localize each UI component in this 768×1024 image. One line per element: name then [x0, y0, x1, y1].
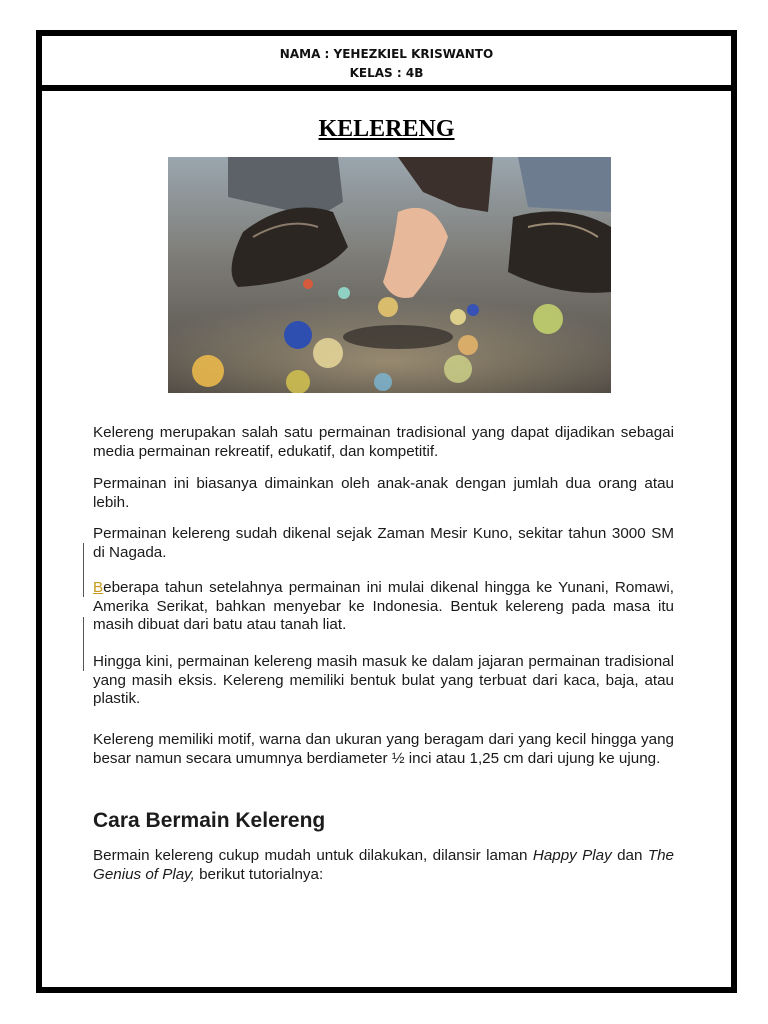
- document-title: KELERENG: [318, 116, 455, 142]
- intro-text-2: dan: [611, 847, 648, 864]
- intro-text-3: berikut tutorialnya:: [194, 865, 324, 883]
- accent-letter: B: [93, 579, 104, 596]
- paragraph-5: Hingga kini, permainan kelereng masih masuk ke dalam jajaran permainan tradisional yang masih eksis. Kelereng memiliki bentuk bulat yang terbuat dari kaca, baja, atau plastik.: [93, 653, 674, 708]
- paragraph-4: [93, 579, 674, 635]
- student-class: KELAS : 4B: [349, 66, 424, 80]
- paragraph-1: Kelereng merupakan salah satu permainan tradisional yang dapat dijadikan sebagai media permainan rekreatif, edukatif, dan kompetitif.: [93, 424, 674, 460]
- intro-text-1: Bermain kelereng cukup mudah untuk dilakukan, dilansir laman: [93, 847, 533, 864]
- intro-italic-1: Happy Play: [532, 847, 612, 864]
- student-name: NAMA : YEHEZKIEL KRISWANTO: [279, 47, 494, 61]
- paragraph-2: Permainan ini biasanya dimainkan oleh anak-anak dengan jumlah dua orang atau lebih.: [93, 475, 674, 511]
- section-heading: Cara Bermain Kelereng: [93, 809, 326, 832]
- change-bar-2: [83, 617, 84, 671]
- student-header: [42, 36, 731, 91]
- marbles-photo: [168, 157, 611, 393]
- paragraph-4-text: eberapa tahun setelahnya permainan ini mulai dikenal hingga ke Yunani, Romawi, Amerika Serikat, bahkan menyebar ke Indonesia. Bentuk kelereng pada masa itu masih dibuat dari batu atau tanah liat.: [93, 579, 674, 634]
- paragraph-6: Kelereng memiliki motif, warna dan ukuran yang beragam dari yang kecil hingga yang besar namun secara umumnya berdiameter ½ inci atau 1,25 cm dari ujung ke ujung.: [93, 731, 674, 767]
- section-intro: [93, 847, 674, 884]
- change-bar-1: [83, 543, 84, 597]
- intro-italic-2: The Genius of Play,: [93, 847, 674, 883]
- paragraph-3: Permainan kelereng sudah dikenal sejak Zaman Mesir Kuno, sekitar tahun 3000 SM di Nagada.: [93, 525, 674, 561]
